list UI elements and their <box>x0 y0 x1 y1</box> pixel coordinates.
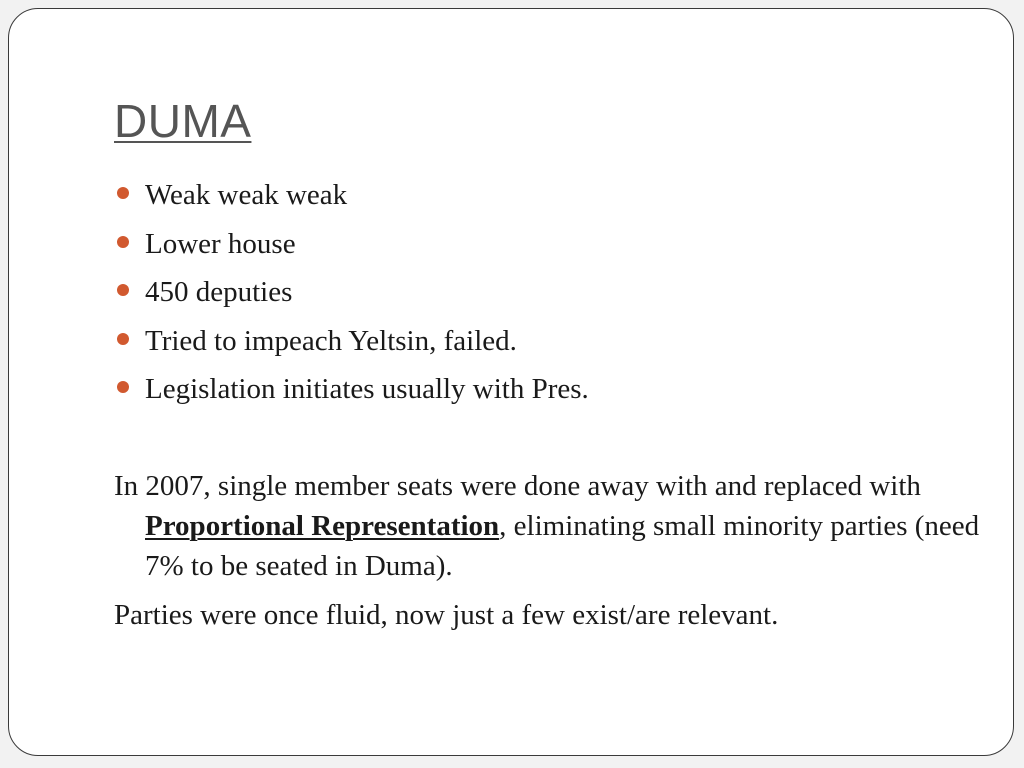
bullet-item <box>114 173 589 222</box>
body-paragraph-parties: Parties were once fluid, now just a few exist/are relevant. <box>114 599 779 631</box>
bullet-item <box>114 270 589 319</box>
emphasized-term: Proportional Representation <box>145 510 500 542</box>
paragraph-text-before: In 2007, single member seats were done away with and replaced with <box>114 470 921 502</box>
slide-title: DUMA <box>114 95 252 147</box>
paragraph-text-after: , eliminating small minority parties (need 7% to be seated in Duma). <box>145 510 980 582</box>
bullet-dot-icon <box>117 187 129 199</box>
bullet-dot-icon <box>117 236 129 248</box>
bullet-text: Legislation initiates usually with Pres. <box>145 373 589 405</box>
slide <box>8 8 1014 756</box>
bullet-text: Lower house <box>145 227 296 260</box>
bullet-text: Tried to impeach Yeltsin, failed. <box>145 324 517 357</box>
body-paragraph-electoral-change <box>114 466 1005 586</box>
bullet-dot-icon <box>117 333 129 345</box>
bullet-dot-icon <box>117 381 129 393</box>
bullet-item <box>114 222 589 271</box>
bullet-text: 450 deputies <box>145 276 293 308</box>
bullet-list <box>114 173 589 416</box>
bullet-text: Weak weak weak <box>145 179 348 211</box>
bullet-item <box>114 319 589 368</box>
bullet-dot-icon <box>117 284 129 296</box>
bullet-item <box>114 367 589 416</box>
